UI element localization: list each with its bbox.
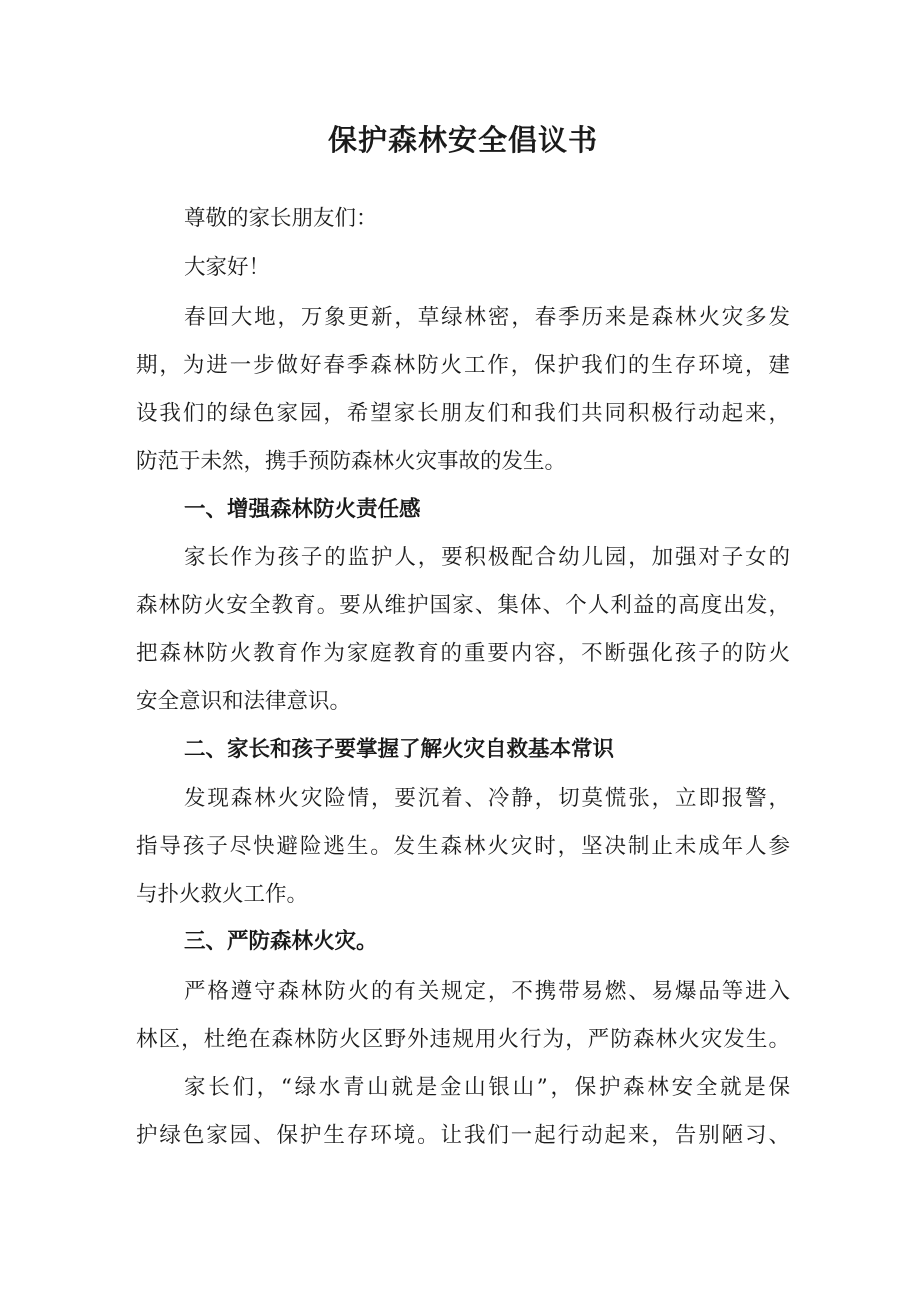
paragraph-line: 防范于未然，携手预防森林火灾事故的发生。 (136, 449, 567, 474)
paragraph-line: 林区，杜绝在森林防火区野外违规用火行为，严防森林火灾发生。 (136, 1027, 790, 1052)
greeting-text: 尊敬的家长朋友们： (184, 206, 378, 231)
paragraph-line: 安全意识和法律意识。 (136, 689, 352, 714)
section-2-paragraph (136, 775, 790, 919)
section-1-paragraph (136, 534, 790, 726)
section-heading-2: 二、家长和孩子要掌握了解火灾自救基本常识 (184, 737, 615, 762)
paragraph-line: 把森林防火教育作为家庭教育的重要内容，不断强化孩子的防火 (136, 641, 790, 666)
document-title: 保护森林安全倡议书 (327, 123, 598, 157)
salutation-text: 大家好！ (184, 255, 271, 280)
paragraph-line: 森林防火安全教育。要从维护国家、集体、个人利益的高度出发， (136, 593, 790, 618)
section-3-paragraph (136, 968, 790, 1064)
paragraph-line: 家长们，“绿水青山就是金山银山”，保护森林安全就是保 (184, 1075, 790, 1100)
paragraph-line: 发现森林火灾险情，要沉着、冷静，切莫慌张，立即报警， (184, 786, 790, 811)
paragraph-line: 家长作为孩子的监护人，要积极配合幼儿园，加强对子女的 (184, 545, 790, 570)
salutation (136, 244, 790, 292)
closing-paragraph (136, 1064, 790, 1160)
paragraph-line: 严格遵守森林防火的有关规定，不携带易燃、易爆品等进入 (184, 979, 790, 1004)
paragraph-line: 春回大地，万象更新，草绿林密，春季历来是森林火灾多发 (184, 305, 790, 330)
paragraph-line: 与扑火救火工作。 (136, 882, 309, 907)
paragraph-line: 期，为进一步做好春季森林防火工作，保护我们的生存环境，建 (136, 353, 790, 378)
paragraph-line: 指导孩子尽快避险逃生。发生森林火灾时，坚决制止未成年人参 (136, 834, 790, 859)
section-heading-3: 三、严防森林火灾。 (184, 929, 378, 954)
intro-paragraph (136, 294, 790, 486)
paragraph-line: 护绿色家园、保护生存环境。让我们一起行动起来，告别陋习、 (136, 1123, 790, 1148)
greeting (136, 195, 790, 243)
paragraph-line: 设我们的绿色家园，希望家长朋友们和我们共同积极行动起来， (136, 401, 790, 426)
section-heading-1: 一、增强森林防火责任感 (184, 497, 421, 522)
